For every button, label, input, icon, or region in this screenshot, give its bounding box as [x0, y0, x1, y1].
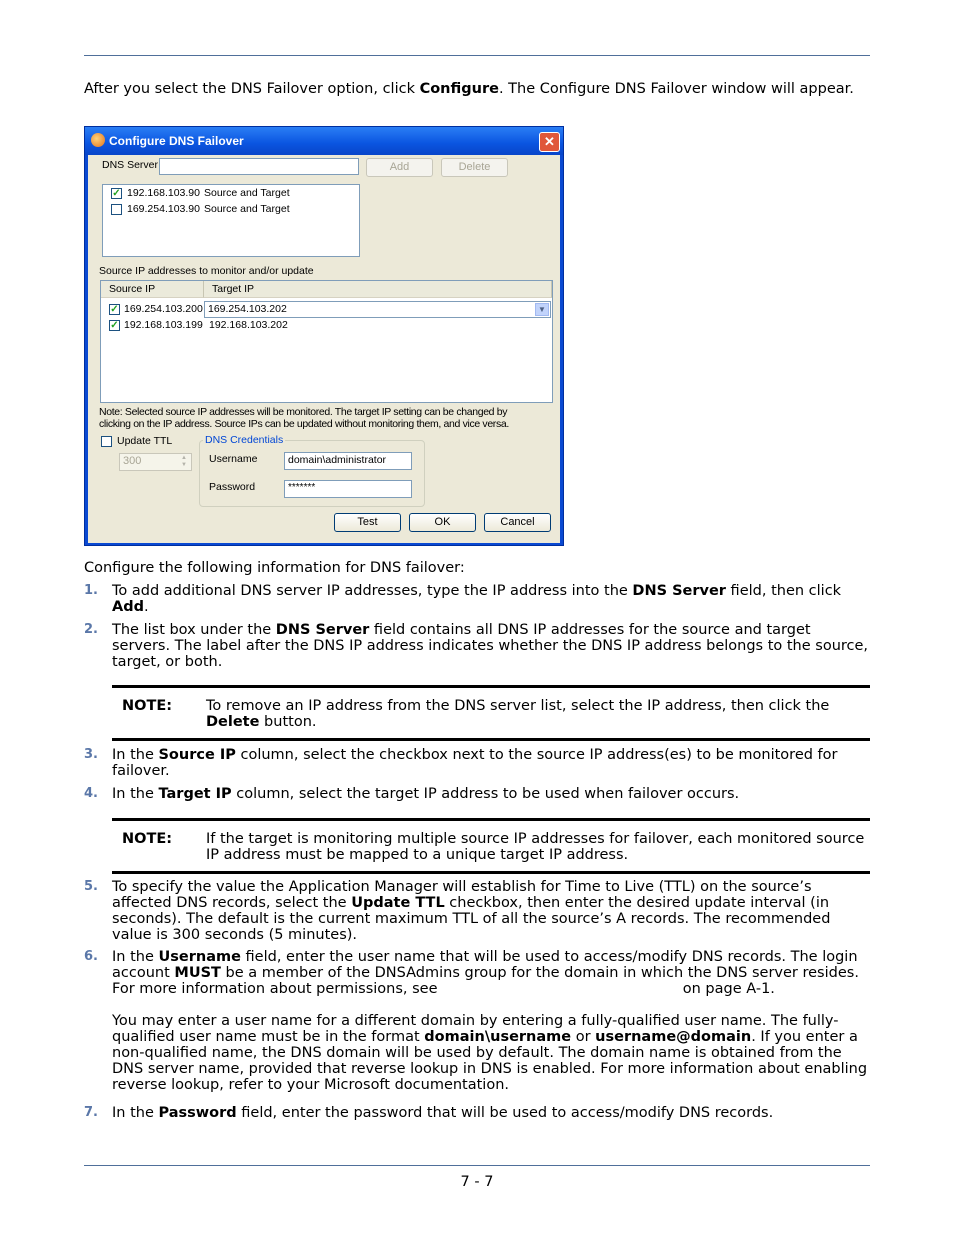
delete-button[interactable]: Delete — [441, 158, 508, 177]
page-number: 7 - 7 — [460, 1174, 494, 1190]
step-6: 6. In the Username field, enter the user name that will be used to access/modify DNS records. The login account MUST be a member of the DNSAdmins group for the domain in which the DNS server resides. For more information about permissions, see on page A-1. You may enter a user name for a different domain by entering a fully-qualified user name. The fully-qualified user name must be in the format domain\username or username@domain. If you enter a non-qualified name, the DNS domain will be used by default. The domain name is obtained from the DNS server name, provided that reverse lookup in DNS is enabled. For more information about enabling reverse lookup, refer to your Microsoft documentation. — [84, 949, 868, 1093]
dns-list-ip-1: 169.254.103.90 — [127, 203, 200, 215]
dialog-client — [88, 155, 560, 543]
dns-credentials-label: DNS Credentials — [205, 434, 284, 446]
note-box-2: NOTE: If the target is monitoring multiple source IP addresses for failover, each monitored source IP address must be mapped to a unique target IP address. — [112, 818, 870, 874]
password-input[interactable]: ******* — [284, 480, 412, 498]
target-ip-dropdown[interactable] — [204, 301, 551, 318]
dialog-note-line2: clicking on the IP address. Source IPs can be updated without monitoring them, and vice versa. — [99, 418, 509, 430]
row-target-ip-1: 192.168.103.202 — [209, 319, 288, 331]
target-ip-selected: 169.254.103.202 — [208, 303, 287, 315]
step-number: 5. — [84, 879, 98, 894]
footer-rule — [84, 1165, 870, 1166]
note-box-1: NOTE: To remove an IP address from the DNS server list, select the IP address, then click the Delete button. — [112, 685, 870, 741]
step-5: 5. To specify the value the Application Manager will establish for Time to Live (TTL) on the source’s affected DNS records, select the Update TTL checkbox, then enter the desired update interval (in seconds). The default is the current maximum TTL of all the source’s A records. The recommended value is 300 seconds (5 minutes). — [84, 879, 831, 943]
row-checkbox-0[interactable]: ✓ — [110, 304, 119, 315]
update-ttl-label: Update TTL — [117, 435, 173, 447]
step-number: 2. — [84, 622, 98, 637]
step-2: 2. The list box under the DNS Server field contains all DNS IP addresses for the source and target servers. The label after the DNS IP address indicates whether the DNS IP address belongs to the source, target, or both. — [84, 622, 869, 670]
add-button[interactable]: Add — [366, 158, 433, 177]
header-rule — [84, 55, 870, 56]
title-bar — [85, 127, 563, 155]
ttl-spinner[interactable] — [119, 453, 192, 471]
configure-dns-failover-window — [84, 126, 564, 546]
step-4: 4. In the Target IP column, select the target IP address to be used when failover occurs. — [84, 786, 740, 802]
dns-list-checkbox-1[interactable] — [111, 204, 122, 215]
dns-server-list[interactable] — [102, 184, 360, 257]
dns-list-role-0: Source and Target — [204, 187, 290, 199]
update-ttl-checkbox[interactable] — [101, 436, 112, 447]
close-icon[interactable]: ✕ — [539, 132, 560, 152]
step-7: 7. In the Password field, enter the password that will be used to access/modify DNS records. — [84, 1105, 774, 1121]
cancel-button[interactable]: Cancel — [484, 513, 551, 532]
step-number: 6. — [84, 949, 98, 964]
password-label: Password — [209, 481, 256, 493]
note-label: NOTE: — [122, 831, 173, 847]
dns-list-checkbox-0[interactable]: ✓ — [112, 188, 121, 199]
row-checkbox-1[interactable]: ✓ — [110, 320, 119, 331]
ttl-value: 300 — [123, 455, 142, 467]
username-input[interactable]: domain\administrator — [284, 452, 412, 470]
spin-arrows-icon[interactable]: ▲ ▼ — [181, 455, 187, 468]
source-target-listview[interactable] — [100, 280, 553, 403]
test-button[interactable]: Test — [334, 513, 401, 532]
column-header-source-ip[interactable]: Source IP — [101, 281, 204, 298]
step-number: 4. — [84, 786, 98, 801]
step-1: 1. To add additional DNS server IP addresses, type the IP address into the DNS Server field, then click Add. — [84, 583, 842, 615]
dialog-note-line1: Note: Selected source IP addresses will be monitored. The target IP setting can be changed by — [99, 406, 508, 418]
ok-button[interactable]: OK — [409, 513, 476, 532]
row-source-ip-0: 169.254.103.200 — [124, 303, 203, 315]
column-header-target-ip[interactable]: Target IP — [204, 281, 552, 298]
step-number: 3. — [84, 747, 98, 762]
dns-list-ip-0: 192.168.103.90 — [127, 187, 200, 199]
username-label: Username — [209, 453, 258, 465]
dns-server-label: DNS Server — [102, 159, 159, 171]
step-number: 7. — [84, 1105, 98, 1120]
chevron-down-icon[interactable]: ▼ — [535, 303, 549, 316]
step-number: 1. — [84, 583, 98, 598]
window-title: Configure DNS Failover — [109, 134, 244, 148]
dns-server-input[interactable] — [159, 158, 359, 175]
dns-list-role-1: Source and Target — [204, 203, 290, 215]
intro-paragraph: After you select the DNS Failover option, click Configure. The Configure DNS Failover window will appear. — [84, 81, 854, 97]
step-3: 3. In the Source IP column, select the checkbox next to the source IP address(es) to be monitored for failover. — [84, 747, 838, 779]
configure-intro: Configure the following information for DNS failover: — [84, 560, 465, 576]
note-label: NOTE: — [122, 698, 173, 714]
row-source-ip-1: 192.168.103.199 — [124, 319, 203, 331]
app-icon — [91, 133, 105, 147]
source-ip-section-label: Source IP addresses to monitor and/or update — [99, 265, 314, 277]
